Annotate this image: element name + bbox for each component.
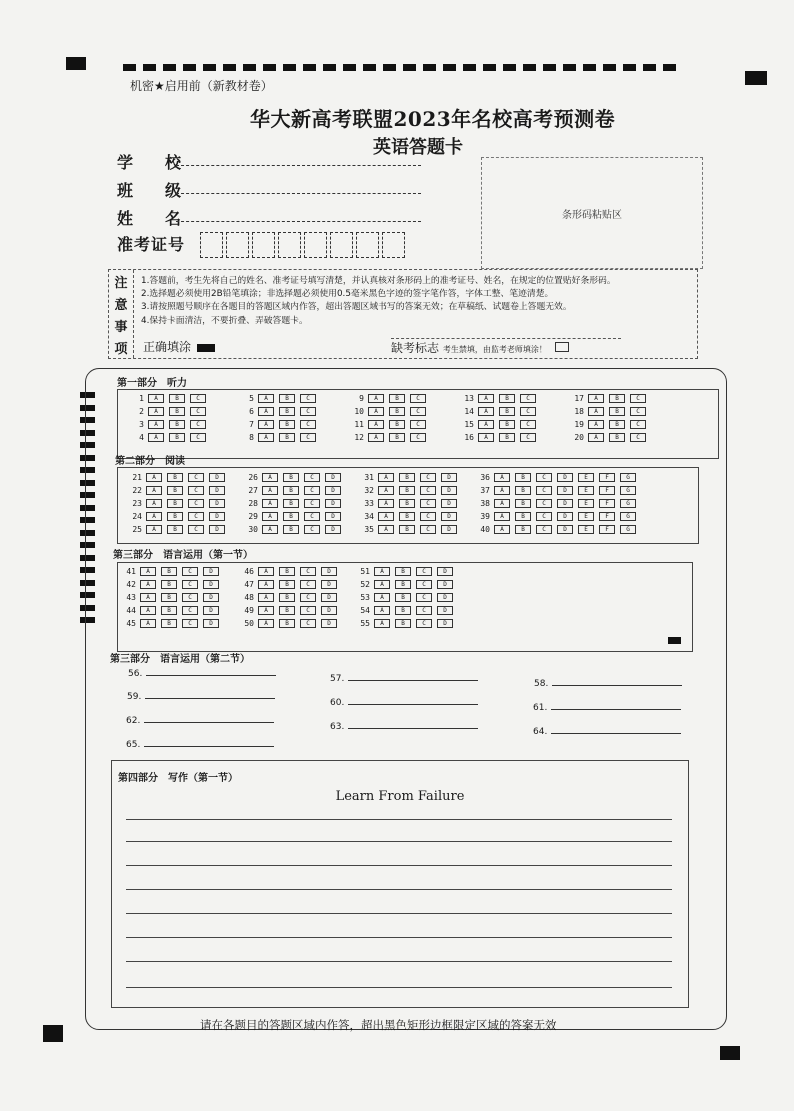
- writing-box: [111, 760, 689, 1008]
- section-title-language-use-1: 第三部分 语言运用（第一节）: [113, 550, 253, 561]
- page-subtitle: 英语答题卡: [373, 137, 463, 158]
- absent-mark: 缺考标志 考生禁填，由监考老师填涂！: [391, 338, 621, 357]
- question-group: 46 A B C D 47 A B C D 48 A B C D 49 A B C D 50 A B C D: [238, 565, 342, 630]
- fill-blank[interactable]: 63.: [330, 722, 478, 732]
- section-title-writing: 第四部分 写作（第一节）: [118, 773, 238, 784]
- fill-blank[interactable]: 64.: [533, 727, 681, 737]
- question-group: 21 A B C D 22 A B C D 23 A B C D 24 A B C D 25 A B C D: [126, 471, 230, 536]
- footer-note: 请在各题目的答题区域内作答，超出黑色矩形边框限定区域的答案无效: [200, 1018, 557, 1032]
- class-label: 班 级: [117, 181, 190, 200]
- note-item: 4.保持卡面清洁，不要折叠、弄破答题卡。: [141, 315, 308, 326]
- writing-line[interactable]: [126, 913, 672, 914]
- school-field[interactable]: [176, 165, 421, 166]
- writing-line[interactable]: [126, 961, 672, 962]
- reading-box: [117, 467, 699, 544]
- corner-mark-top-left: [66, 57, 86, 70]
- corner-mark-bottom-left: [43, 1025, 63, 1042]
- question-group: 9 A B C 10 A B C 11 A B C 12 A B C: [348, 392, 431, 444]
- section-title-language-use-2: 第三部分 语言运用（第二节）: [110, 654, 250, 665]
- notes-heading: 注 意 事 项: [109, 270, 134, 358]
- language-use-box: [117, 562, 693, 652]
- fill-blank[interactable]: 57.: [330, 674, 478, 684]
- fill-example: 正确填涂: [143, 338, 215, 355]
- question-group: 26 A B C D 27 A B C D 28 A B C D 29 A B C D 30 A B C D: [242, 471, 346, 536]
- confidential-note: 机密★启用前（新教材卷）: [130, 79, 273, 93]
- question-group: 13 A B C 14 A B C 15 A B C 16 A B C: [458, 392, 541, 444]
- question-group: 1 A B C 2 A B C 3 A B C 4 A B C: [128, 392, 211, 444]
- fill-blank[interactable]: 59.: [127, 692, 275, 702]
- writing-line[interactable]: [126, 841, 672, 842]
- corner-mark-bottom-right: [720, 1046, 740, 1060]
- fill-blank[interactable]: 56.: [128, 669, 276, 679]
- question-group: 17 A B C 18 A B C 19 A B C 20 A B C: [568, 392, 651, 444]
- timing-marks-top: [123, 64, 676, 71]
- writing-line[interactable]: [126, 987, 672, 988]
- listening-box: [117, 389, 719, 459]
- writing-line[interactable]: [126, 937, 672, 938]
- exam-id-boxes[interactable]: [200, 232, 405, 258]
- page-title: 华大新高考联盟2023年名校高考预测卷: [250, 107, 616, 131]
- fill-blank[interactable]: 60.: [330, 698, 478, 708]
- fill-blank[interactable]: 61.: [533, 703, 681, 713]
- fill-blank[interactable]: 58.: [534, 679, 682, 689]
- question-group: 41 A B C D 42 A B C D 43 A B C D 44 A B C D 45 A B C D: [120, 565, 224, 630]
- notes-box: [108, 269, 698, 359]
- notes-list: [141, 275, 616, 328]
- question-group: 5 A B C 6 A B C 7 A B C 8 A B C: [238, 392, 321, 444]
- note-item: 3.请按照题号顺序在各题目的答题区域内作答，超出答题区域书写的答案无效；在草稿纸、试题卷上答题无效。: [141, 302, 572, 313]
- fill-blank[interactable]: 62.: [126, 716, 274, 726]
- writing-line[interactable]: [126, 819, 672, 820]
- corner-mark-top-right: [745, 71, 767, 85]
- name-field[interactable]: [176, 221, 421, 222]
- barcode-area: 条形码粘贴区: [481, 157, 703, 269]
- class-field[interactable]: [176, 193, 421, 194]
- question-group: 51 A B C D 52 A B C D 53 A B C D 54 A B C D 55 A B C D: [354, 565, 458, 630]
- fill-blank[interactable]: 65.: [126, 740, 274, 750]
- question-group: 31 A B C D 32 A B C D 33 A B C D 34 A B C D 35 A B C D: [358, 471, 462, 536]
- school-label: 学 校: [117, 153, 190, 172]
- name-label: 姓 名: [117, 209, 190, 228]
- note-item: 1.答题前，考生先将自己的姓名、准考证号填写清楚，并认真核对条形码上的准考证号、姓名，在规定的位置贴好条形码。: [141, 276, 616, 286]
- absent-checkbox[interactable]: [555, 342, 569, 352]
- exam-id-label: 准考证号: [117, 235, 186, 254]
- writing-line[interactable]: [126, 865, 672, 866]
- question-group: 36 A B C D E F G 37 A B C D E F G 38 A B C D E F G 39 A B C D E F G 40 A B C D E F G: [474, 471, 641, 536]
- writing-line[interactable]: [126, 889, 672, 890]
- writing-title: Learn From Failure: [335, 789, 465, 804]
- section-title-listening: 第一部分 听力: [117, 378, 187, 389]
- note-item: 2.选择题必须使用2B铅笔填涂；非选择题必须使用0.5毫米黑色字迹的签字笔作答，字体工整、笔迹清楚。: [141, 289, 554, 300]
- section-title-reading: 第二部分 阅读: [115, 456, 185, 467]
